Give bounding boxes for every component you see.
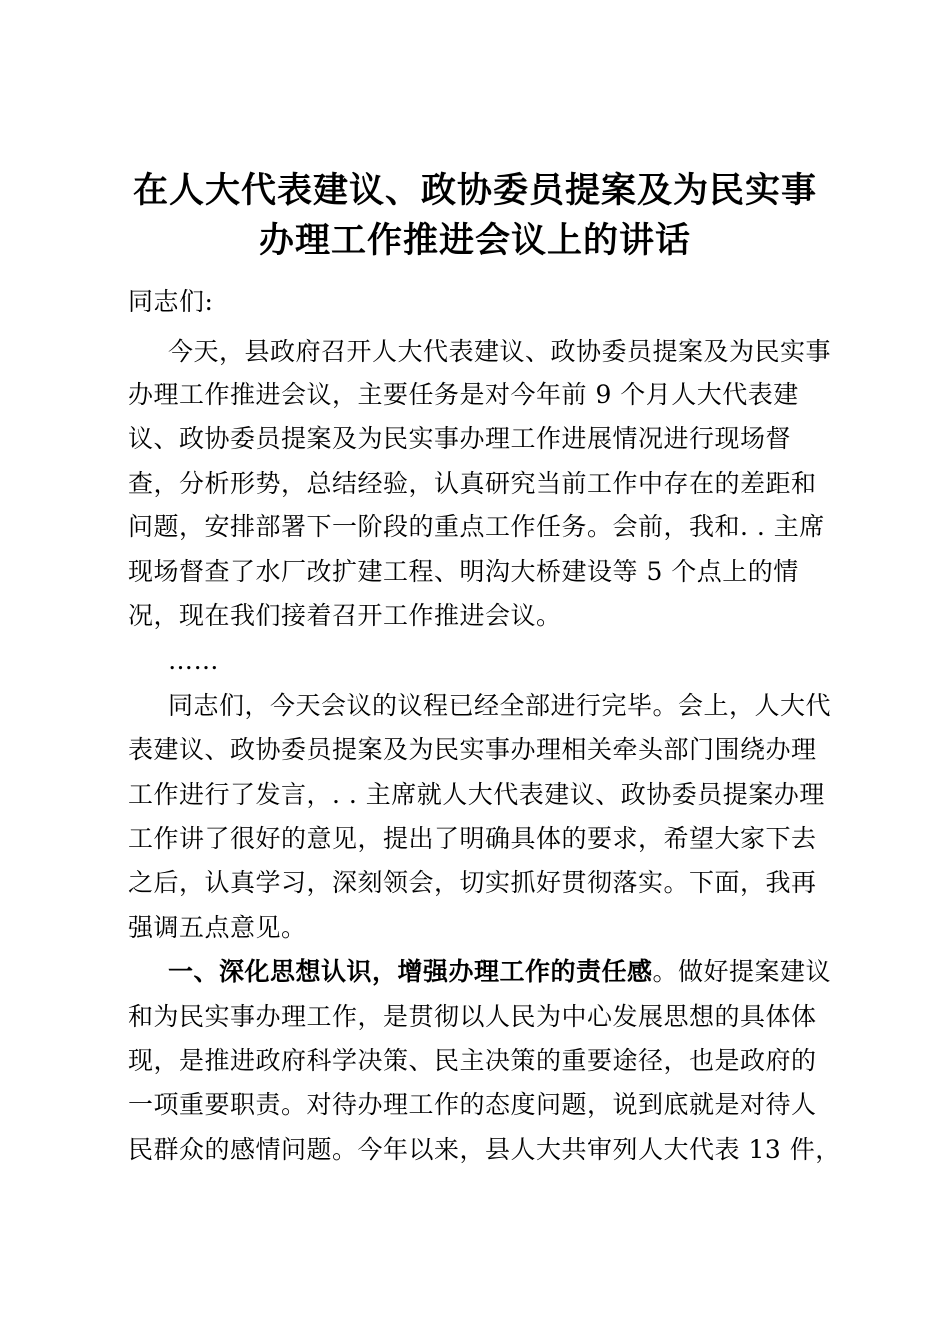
paragraph-2-line: 强调五点意见。 [128, 913, 307, 942]
paragraph-1-line: 今天，县政府召开人大代表建议、政协委员提案及为民实事 [168, 337, 832, 366]
section-1-first-line-text: 。做好提案建议 [652, 957, 832, 986]
section-1-line: 现，是推进政府科学决策、民主决策的重要途径，也是政府的 [128, 1046, 817, 1075]
salutation: 同志们: [128, 287, 214, 316]
paragraph-1-line: 问题，安排部署下一阶段的重点工作任务。会前，我和. . 主席 [128, 512, 825, 541]
paragraph-1-line: 办理工作推进会议，主要任务是对今年前 9 个月人大代表建 [128, 380, 799, 409]
paragraph-1-line: 查，分析形势，总结经验，认真研究当前工作中存在的差距和 [128, 469, 817, 498]
section-1-heading: 一、深化思想认识，增强办理工作的责任感 [168, 957, 653, 986]
section-1-first-line [168, 957, 831, 987]
paragraph-2-line: 工作讲了很好的意见，提出了明确具体的要求，希望大家下去 [128, 824, 817, 853]
section-1-line: 民群众的感情问题。今年以来，县人大共审列人大代表 13 件， [128, 1135, 841, 1164]
document-title-line-1: 在人大代表建议、政协委员提案及为民实事 [132, 170, 817, 211]
section-1-line: 一项重要职责。对待办理工作的态度问题，说到底就是对待人 [128, 1090, 817, 1119]
section-1-line: 和为民实事办理工作，是贯彻以人民为中心发展思想的具体体 [128, 1002, 817, 1031]
paragraph-1-line: 现场督查了水厂改扩建工程、明沟大桥建设等 5 个点上的情 [128, 557, 799, 586]
paragraph-2-line: 工作进行了发言，. . 主席就人大代表建议、政协委员提案办理 [128, 780, 825, 809]
paragraph-1-line: 况，现在我们接着召开工作推进会议。 [128, 601, 562, 630]
paragraph-2-line: 之后，认真学习，深刻领会，切实抓好贯彻落实。下面，我再 [128, 868, 817, 897]
paragraph-2-line: 同志们，今天会议的议程已经全部进行完毕。会上，人大代 [168, 691, 832, 720]
ellipsis: …… [168, 646, 219, 675]
document-title-line-2: 办理工作推进会议上的讲话 [258, 220, 691, 261]
paragraph-1-line: 议、政协委员提案及为民实事办理工作进展情况进行现场督 [128, 424, 792, 453]
paragraph-2-line: 表建议、政协委员提案及为民实事办理相关牵头部门围绕办理 [128, 735, 817, 764]
